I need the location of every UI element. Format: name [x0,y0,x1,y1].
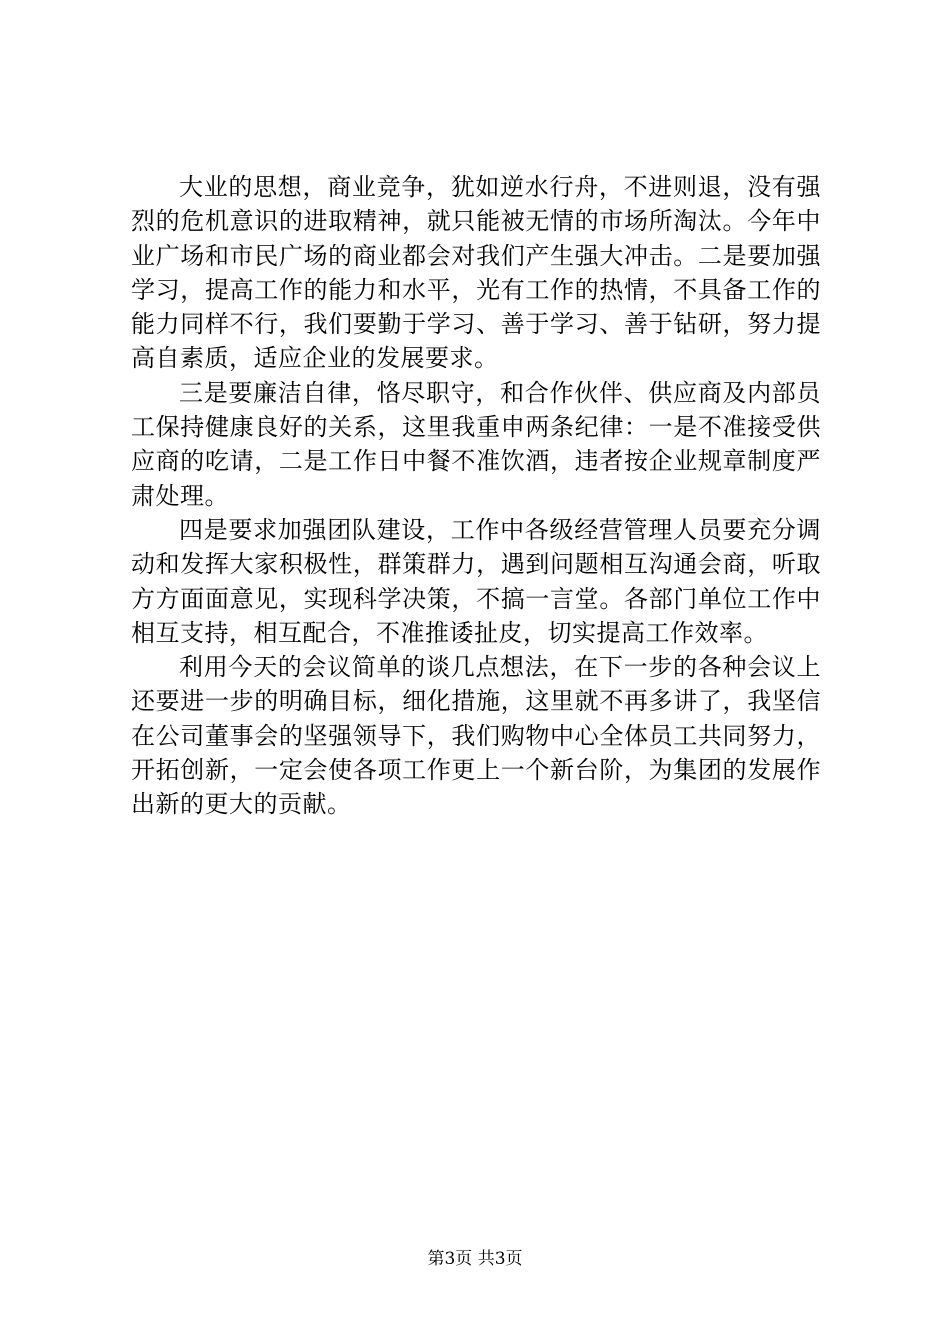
page-number-label: 第3页 共3页 [427,1249,523,1269]
paragraph-4: 利用今天的会议简单的谈几点想法，在下一步的各种会议上还要进一步的明确目标，细化措施，这里就不再多讲了，我坚信在公司董事会的坚强领导下，我们购物中心全体员工共同努力，开拓创新，一定会使各项工作更上一个新台阶，为集团的发展作出新的更大的贡献。 [131,653,821,819]
paragraph-3: 四是要求加强团队建设，工作中各级经营管理人员要充分调动和发挥大家积极性，群策群力，遇到问题相互沟通会商，听取方方面面意见，实现科学决策，不搞一言堂。各部门单位工作中相互支持，相互配合，不准推诿扯皮，切实提高工作效率。 [131,515,821,647]
paragraph-1: 大业的思想，商业竞争，犹如逆水行舟，不进则退，没有强烈的危机意识的进取精神，就只能被无情的市场所淘汰。今年中业广场和市民广场的商业都会对我们产生强大冲击。二是要加强学习，提高工作的能力和水平，光有工作的热情，不具备工作的能力同样不行，我们要勤于学习、善于学习、善于钻研，努力提高自素质，适应企业的发展要求。 [131,173,821,373]
page-footer [0,1244,950,1269]
paragraph-2: 三是要廉洁自律，恪尽职守，和合作伙伴、供应商及内部员工保持健康良好的关系，这里我重申两条纪律：一是不准接受供应商的吃请，二是工作日中餐不准饮酒，违者按企业规章制度严肃处理。 [131,378,821,510]
document-body [131,170,821,822]
